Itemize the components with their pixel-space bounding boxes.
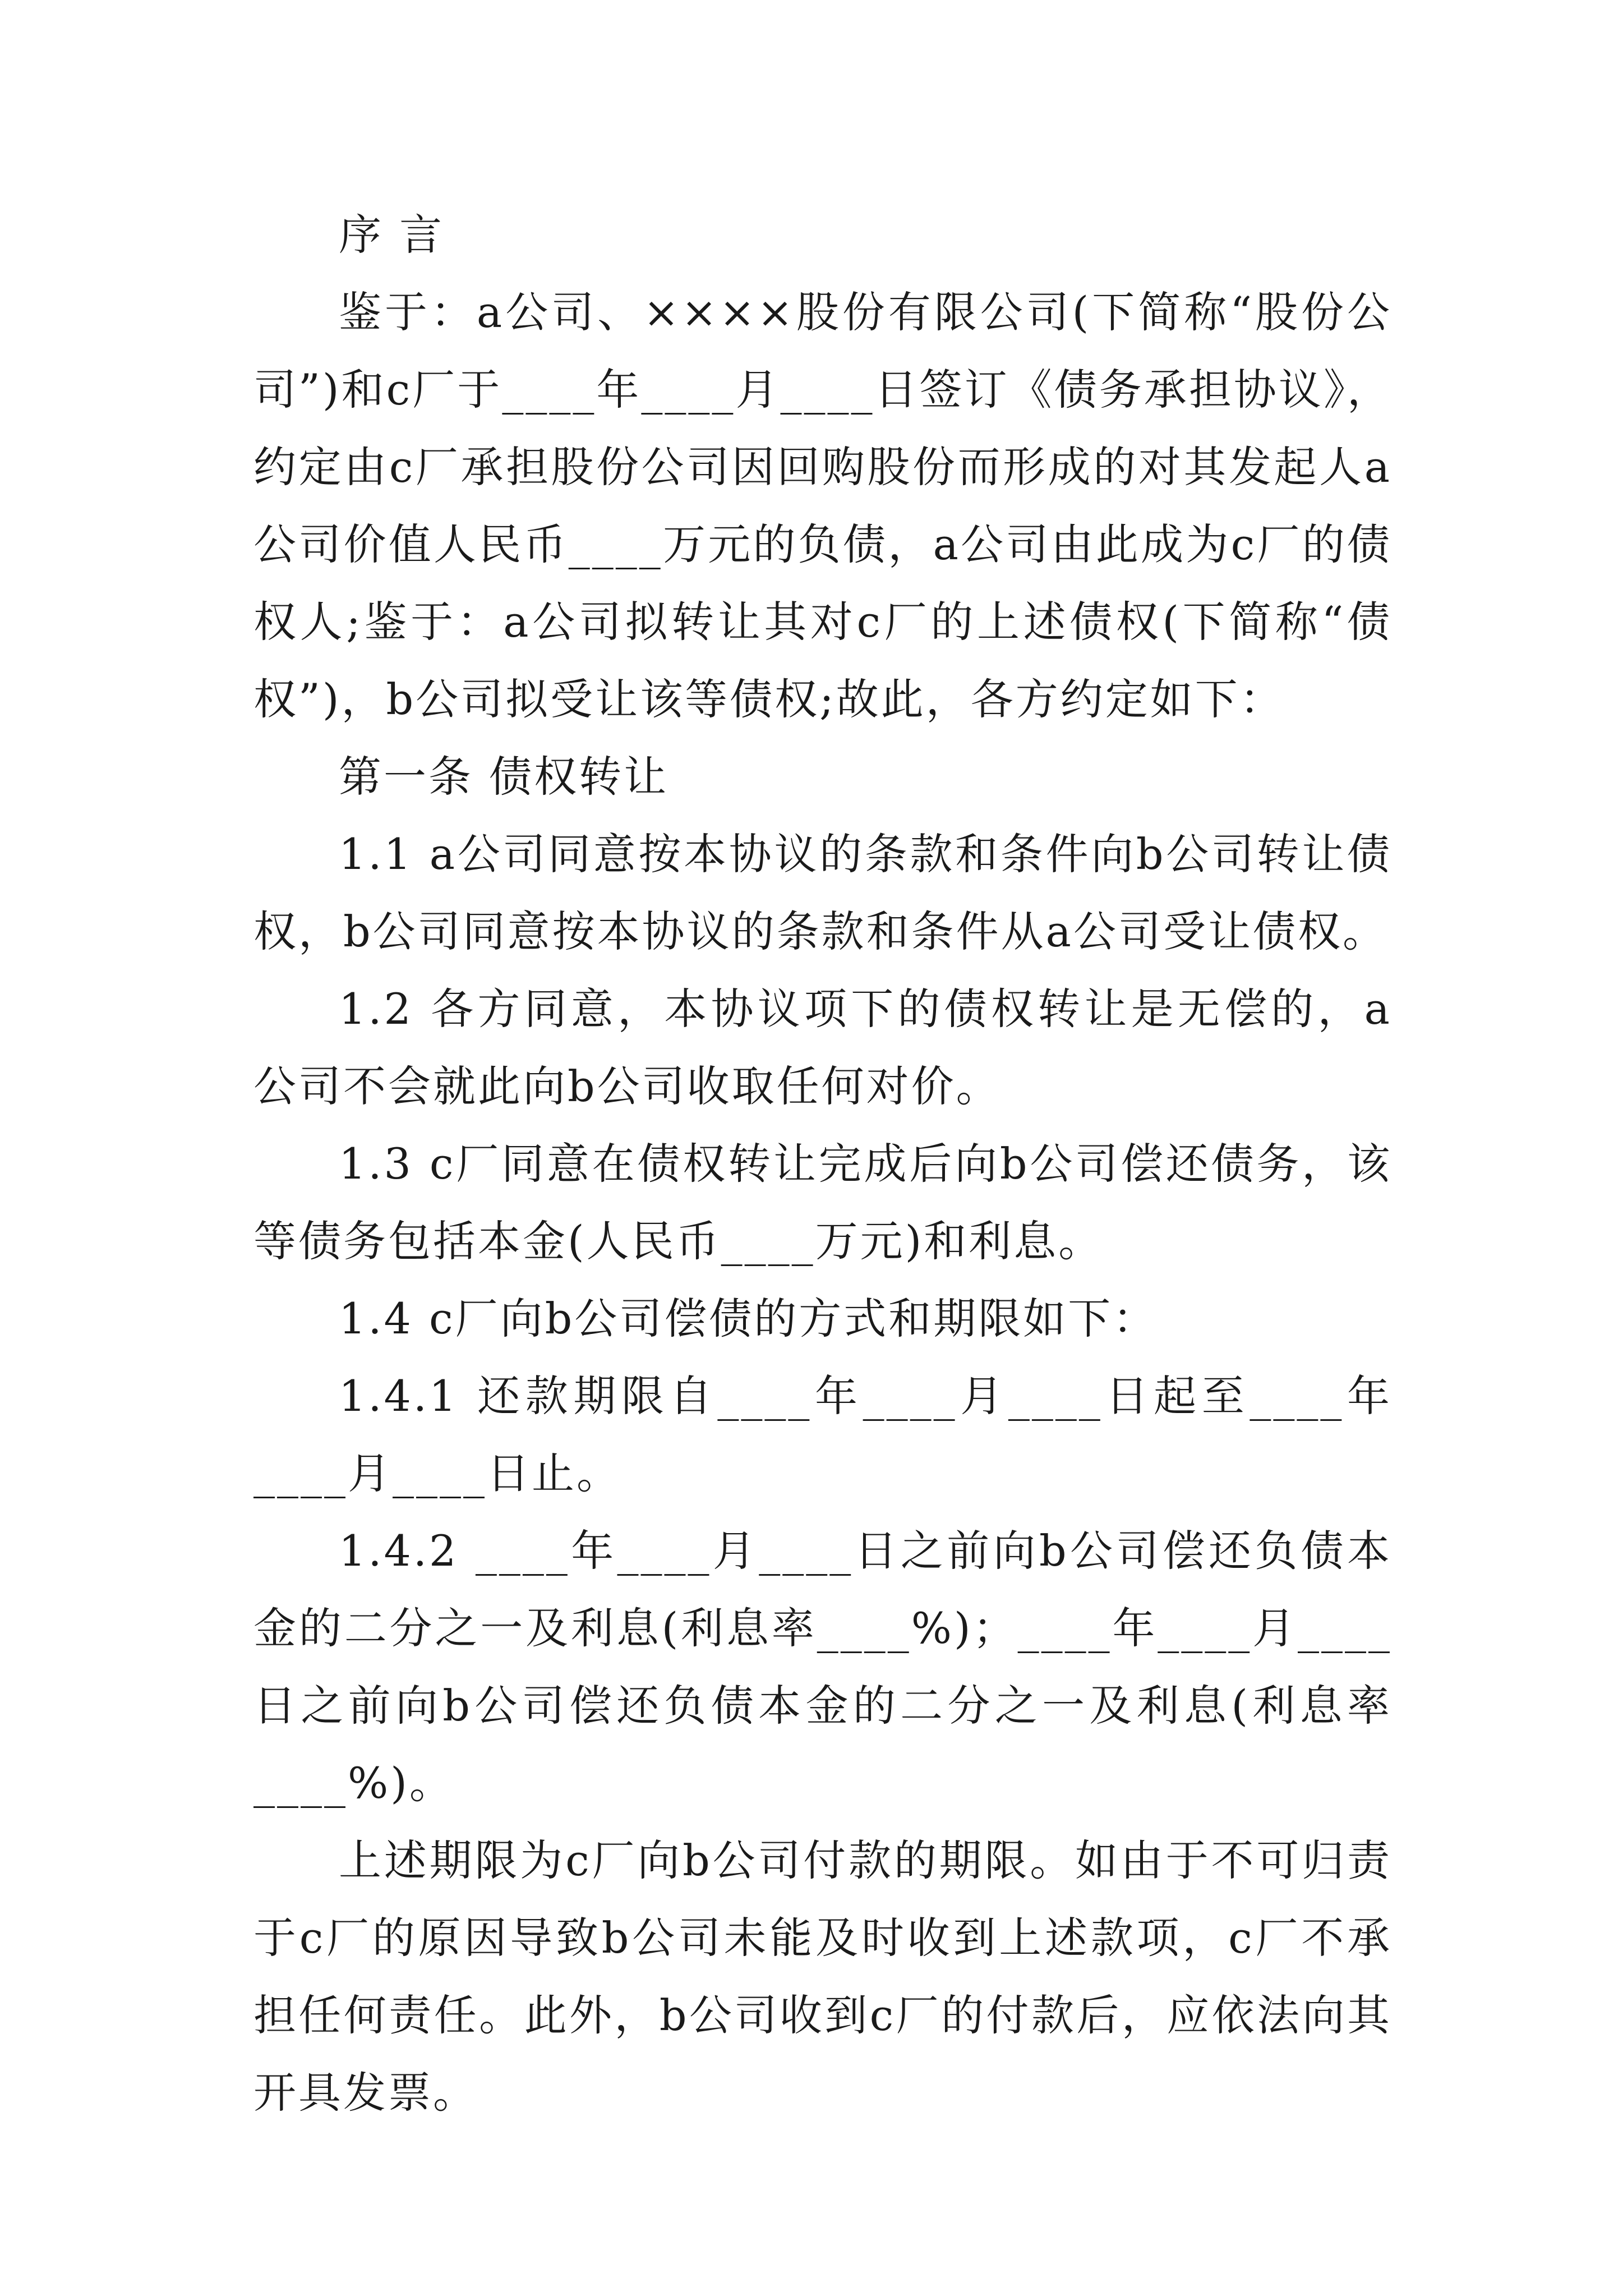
clause-1-2: 1.2 各方同意，本协议项下的债权转让是无偿的，a公司不会就此向b公司收取任何对价。 xyxy=(253,984,1392,1111)
document-body xyxy=(253,196,1392,2132)
preface-heading: 序 言 xyxy=(339,210,445,260)
clause-1-4-1: 1.4.1 还款期限自____年____月____日起至____年____月____日止。 xyxy=(253,1371,1392,1498)
clause-1-3: 1.3 c厂同意在债权转让完成后向b公司偿还债务，该等债务包括本金(人民币____万元)和利息。 xyxy=(253,1139,1392,1266)
clause-1-4-2: 1.4.2 ____年____月____日之前向b公司偿还负债本金的二分之一及利息(利息率____%)；____年____月____日之前向b公司偿还负债本金的二分之一及利息(利息率____%)。 xyxy=(253,1526,1392,1808)
clause-1-4: 1.4 c厂向b公司偿债的方式和期限如下： xyxy=(339,1294,1158,1343)
recitals-paragraph: 鉴于：a公司、××××股份有限公司(下简称“股份公司”)和c厂于____年____月____日签订《债务承担协议》，约定由c厂承担股份公司因回购股份而形成的对其发起人a公司价值人民币____万元的负债，a公司由此成为c厂的债权人;鉴于：a公司拟转让其对c厂的上述债权(下简称“债权”)，b公司拟受让该等债权;故此，各方约定如下： xyxy=(253,287,1392,724)
clause-1-1: 1.1 a公司同意按本协议的条款和条件向b公司转让债权，b公司同意按本协议的条款和条件从a公司受让债权。 xyxy=(253,829,1392,956)
article-1-heading: 第一条 债权转让 xyxy=(339,752,669,802)
payment-terms-paragraph: 上述期限为c厂向b公司付款的期限。如由于不可归责于c厂的原因导致b公司未能及时收到上述款项，c厂不承担任何责任。此外，b公司收到c厂的付款后，应依法向其开具发票。 xyxy=(253,1835,1392,2118)
